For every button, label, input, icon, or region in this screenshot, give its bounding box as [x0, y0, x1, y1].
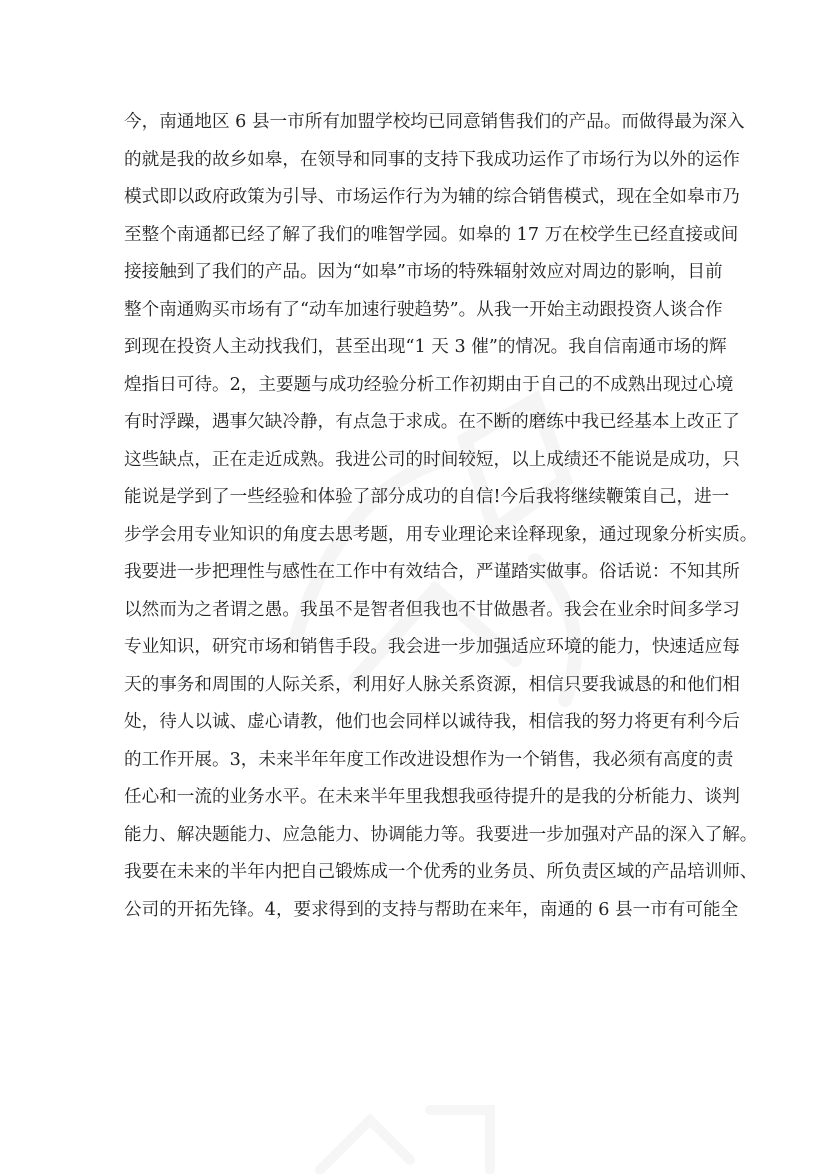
- text-line: 的就是我的故乡如皋，在领导和同事的支持下我成功运作了市场行为以外的运作: [124, 149, 740, 170]
- text-line: 专业知识，研究市场和销售手段。我会进一步加强适应环境的能力，快速适应每: [124, 637, 740, 657]
- text-line: 至整个南通都已经了解了我们的唯智学园。如皋的 17 万在校学生已经直接或间: [124, 224, 739, 245]
- text-line: 能说是学到了一些经验和体验了部分成功的自信!今后我将继续鞭策自己，进一: [124, 487, 730, 507]
- text-line: 模式即以政府政策为引导、市场运作行为为辅的综合销售模式，现在全如皋市乃: [124, 187, 740, 207]
- text-line: 处，待人以诚、虚心请教，他们也会同样以诚待我，相信我的努力将更有利今后: [124, 712, 740, 732]
- text-line: 今，南通地区 6 县一市所有加盟学校均已同意销售我们的产品。而做得最为深入: [124, 112, 745, 132]
- text-line: 整个南通购买市场有了“动车加速行驶趋势”。从我一开始主动跟投资人谈合作: [124, 299, 723, 320]
- text-line: 公司的开拓先锋。4，要求得到的支持与帮助在来年，南通的 6 县一市有可能全: [124, 899, 739, 920]
- body-text: [124, 104, 758, 929]
- text-line: 有时浮躁，遇事欠缺冷静，有点急于求成。在不断的磨练中我已经基本上改正了: [124, 412, 740, 432]
- text-line: 能力、解决题能力、应急能力、协调能力等。我要进一步加强对产品的深入了解。: [124, 824, 758, 845]
- text-line: 这些缺点，正在走近成熟。我进公司的时间较短，以上成绩还不能说是成功，只: [124, 449, 740, 470]
- text-line: 以然而为之者谓之愚。我虽不是智者但我也不甘做愚者。我会在业余时间多学习: [124, 599, 740, 620]
- text-line: 天的事务和周围的人际关系，利用好人脉关系资源，相信只要我诚恳的和他们相: [124, 674, 740, 695]
- text-line: 我要在未来的半年内把自己锻炼成一个优秀的业务员、所负责区域的产品培训师、: [124, 862, 758, 882]
- text-line: 步学会用专业知识的角度去思考题，用专业理论来诠释现象，通过现象分析实质。: [124, 524, 758, 545]
- text-line: 接接触到了我们的产品。因为“如皋”市场的特殊辐射效应对周边的影响，目前: [124, 262, 723, 282]
- text-line: 任心和一流的业务水平。在未来半年里我想我亟待提升的是我的分析能力、谈判: [124, 787, 740, 807]
- text-line: 的工作开展。3，未来半年年度工作改进设想作为一个销售，我必须有高度的责: [124, 749, 734, 770]
- text-line: 我要进一步把理性与感性在工作中有效结合，严谨踏实做事。俗话说：不知其所: [124, 562, 740, 582]
- text-line: 煌指日可待。2，主要题与成功经验分析工作初期由于自己的不成熟出现过心境: [124, 374, 734, 395]
- watermark-fragment-icon: [300, 1080, 520, 1174]
- text-line: 到现在投资人主动找我们，甚至出现“1 天 3 催”的情况。我自信南通市场的辉: [124, 337, 727, 357]
